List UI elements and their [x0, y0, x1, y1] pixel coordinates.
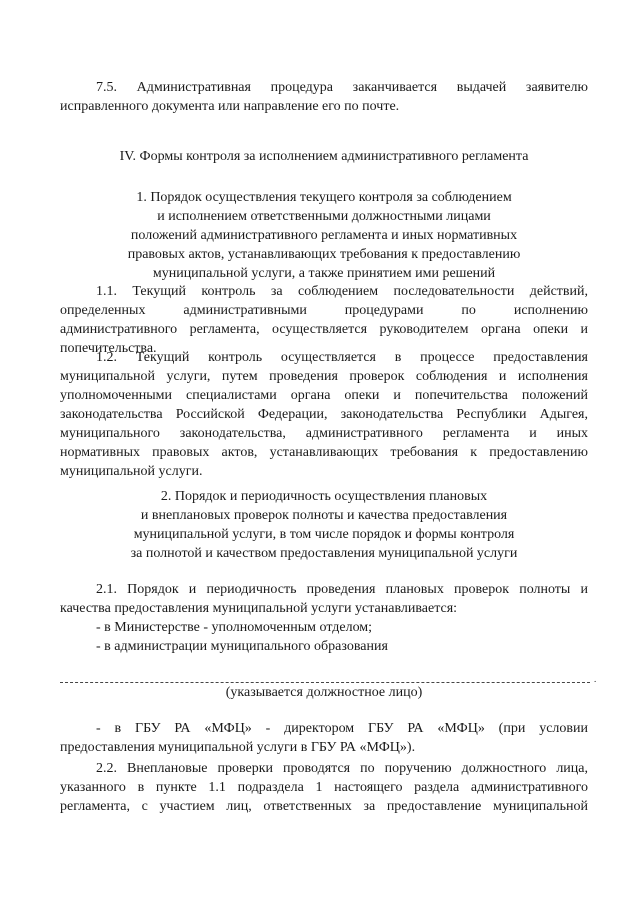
text-line: качества предоставления муниципальной услуги устанавливается:	[60, 601, 458, 616]
text-line: 7.5. Административная процедура заканчивается выдачей заявителю	[96, 80, 588, 95]
text-line: попечительства.	[60, 341, 157, 356]
heading-line: правовых актов, устанавливающих требования к предоставлению	[127, 247, 521, 262]
paragraph-1-2	[60, 348, 588, 481]
text-line: муниципальной услуги.	[60, 464, 203, 479]
text-line: муниципального законодательства, административного регламента и иных	[60, 426, 588, 441]
text-line: административного регламента, осуществляется руководителем органа опеки и	[60, 322, 588, 337]
heading-line: 2. Порядок и периодичность осуществления плановых	[160, 489, 488, 504]
text-line: определенных административными процедурами по исполнению	[60, 303, 588, 318]
heading-line: и внеплановых проверок полноты и качества предоставления	[140, 508, 508, 523]
text-line: 1.1. Текущий контроль за соблюдением последовательности действий,	[96, 284, 588, 299]
caption-text: (указывается должностное лицо)	[225, 685, 423, 700]
text-line: 1.2. Текущий контроль осуществляется в процессе предоставления	[96, 350, 588, 365]
section-iv-heading	[60, 147, 588, 166]
subsection-1-heading	[60, 188, 588, 283]
list-item: - в администрации муниципального образования	[96, 639, 388, 654]
text-line: муниципальной услуги, путем проведения проверок соблюдения и исполнения	[60, 369, 588, 384]
heading-line: 1. Порядок осуществления текущего контроля за соблюдением	[136, 190, 512, 205]
text-line: - в ГБУ РА «МФЦ» - директором ГБУ РА «МФЦ» (при условии	[96, 721, 588, 736]
text-line: указанного в пункте 1.1 подраздела 1 настоящего раздела административного	[60, 780, 588, 795]
heading-line: и исполнением ответственными должностными лицами	[157, 209, 491, 224]
text-line: исправленного документа или направление его по почте.	[60, 99, 400, 114]
paragraph-mfc	[60, 719, 588, 757]
subsection-2-heading	[60, 487, 588, 563]
text-line: предоставления муниципальной услуги в ГБУ РА «МФЦ»).	[60, 740, 416, 755]
text-line: нормативных правовых актов, устанавливающих требования к предоставлению	[60, 445, 588, 460]
text-line: законодательства Российской Федерации, законодательства Республики Адыгея,	[60, 407, 588, 422]
heading-line: муниципальной услуги, в том числе порядок и формы контроля	[133, 527, 515, 542]
text-line: уполномоченными специалистами органа опеки и попечительства положений	[60, 388, 588, 403]
paragraph-1-1	[60, 282, 588, 358]
text-line: регламента, с участием лиц, ответственных за предоставление муниципальной	[60, 799, 588, 814]
list-item: - в Министерстве - уполномоченным отделом;	[96, 620, 373, 635]
section-title: IV. Формы контроля за исполнением административного регламента	[119, 149, 529, 164]
text-line: 2.2. Внеплановые проверки проводятся по поручению должностного лица,	[96, 761, 588, 776]
paragraph-7-5	[60, 78, 588, 116]
text-line: 2.1. Порядок и периодичность проведения плановых проверок полноты и	[96, 582, 588, 597]
heading-line: положений административного регламента и иных нормативных	[130, 228, 518, 243]
paragraph-2-1	[60, 580, 588, 656]
paragraph-2-2	[60, 759, 588, 816]
heading-line: муниципальной услуги, а также принятием ими решений	[152, 266, 496, 281]
fill-in-caption	[60, 683, 588, 702]
heading-line: за полнотой и качеством предоставления муниципальной услуги	[130, 546, 518, 561]
fill-in-line-mark: .	[594, 674, 597, 684]
